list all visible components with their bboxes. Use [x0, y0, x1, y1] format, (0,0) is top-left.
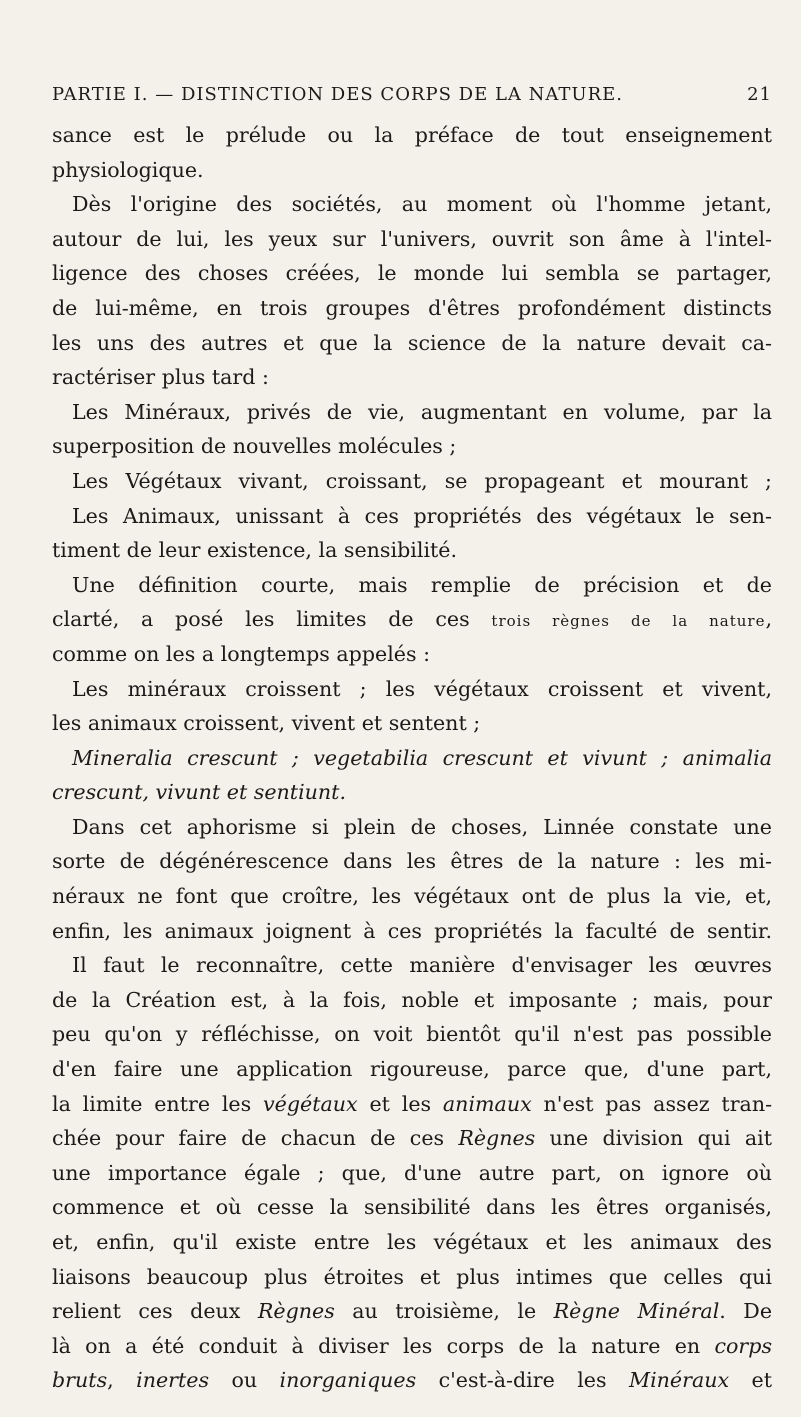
text-line: Les Animaux, unissant à ces propriétés des végétaux le sen- — [72, 503, 772, 528]
text-line: enfin, les animaux joignent à ces propriétés la faculté de sentir. — [52, 918, 772, 943]
text-line: superposition de nouvelles molécules ; — [52, 434, 457, 459]
text-line: ligence des choses créées, le monde lui sembla se partager, — [52, 261, 772, 286]
text-line: timent de leur existence, la sensibilité. — [52, 538, 458, 563]
text-line: la limite entre les végétaux et les animaux n'est pas assez tran- — [52, 1091, 772, 1116]
text-line: Les Minéraux, privés de vie, augmentant en volume, par la — [72, 399, 772, 424]
text-line: autour de lui, les yeux sur l'univers, ouvrit son âme à l'intel- — [52, 226, 772, 251]
text-line: ractériser plus tard : — [52, 365, 269, 390]
text-line: néraux ne font que croître, les végétaux ont de plus la vie, et, — [52, 884, 772, 909]
text-line: peu qu'on y réfléchisse, on voit bientôt qu'il n'est pas possible — [52, 1022, 772, 1047]
text-line: chée pour faire de chacun de ces Règnes une division qui ait — [52, 1126, 772, 1151]
text-line: une importance égale ; que, d'une autre part, on ignore où — [52, 1160, 772, 1185]
text-line: de lui-même, en trois groupes d'êtres profondément distincts — [52, 295, 772, 320]
text-line: Mineralia crescunt ; vegetabilia crescunt et vivunt ; animalia — [72, 745, 772, 770]
text-line: physiologique. — [52, 157, 204, 182]
text-line: Les Végétaux vivant, croissant, se propageant et mourant ; — [72, 468, 772, 493]
text-line: sorte de dégénérescence dans les êtres de la nature : les mi- — [52, 849, 772, 874]
text-line: d'en faire une application rigoureuse, parce que, d'une part, — [52, 1057, 772, 1082]
text-line: bruts, inertes ou inorganiques c'est-à-dire les Minéraux et — [52, 1368, 772, 1393]
text-line: les animaux croissent, vivent et sentent ; — [52, 711, 481, 736]
text-line: relient ces deux Règnes au troisième, le Règne Minéral. De — [52, 1299, 772, 1324]
text-line: comme on les a longtemps appelés : — [52, 641, 431, 666]
running-title: PARTIE I. — DISTINCTION DES CORPS DE LA NATURE. — [52, 84, 623, 105]
text-line: là on a été conduit à diviser les corps de la nature en corps — [52, 1333, 772, 1358]
text-line: commence et où cesse la sensibilité dans les êtres organisés, — [52, 1195, 772, 1220]
text-line: Dans cet aphorisme si plein de choses, Linnée constate une — [72, 814, 772, 839]
text-line: les uns des autres et que la science de la nature devait ca- — [52, 330, 772, 355]
text-line: Il faut le reconnaître, cette manière d'envisager les œuvres — [72, 953, 772, 978]
page-number: 21 — [747, 84, 772, 105]
body-text — [52, 118, 772, 1398]
text-line: de la Création est, à la fois, noble et imposante ; mais, pour — [52, 987, 772, 1012]
text-line: clarté, a posé les limites de ces trois règnes de la nature, — [52, 607, 772, 632]
text-line: sance est le prélude ou la préface de tout enseignement — [52, 123, 772, 147]
text-line: Dès l'origine des sociétés, au moment où l'homme jetant, — [72, 192, 772, 217]
text-line: crescunt, vivunt et sentiunt. — [52, 780, 347, 805]
text-line: Une définition courte, mais remplie de précision et de — [72, 572, 772, 597]
text-line: et, enfin, qu'il existe entre les végétaux et les animaux des — [52, 1230, 772, 1254]
text-line: liaisons beaucoup plus étroites et plus intimes que celles qui — [52, 1264, 772, 1289]
text-line: Les minéraux croissent ; les végétaux croissent et vivent, — [72, 676, 772, 701]
